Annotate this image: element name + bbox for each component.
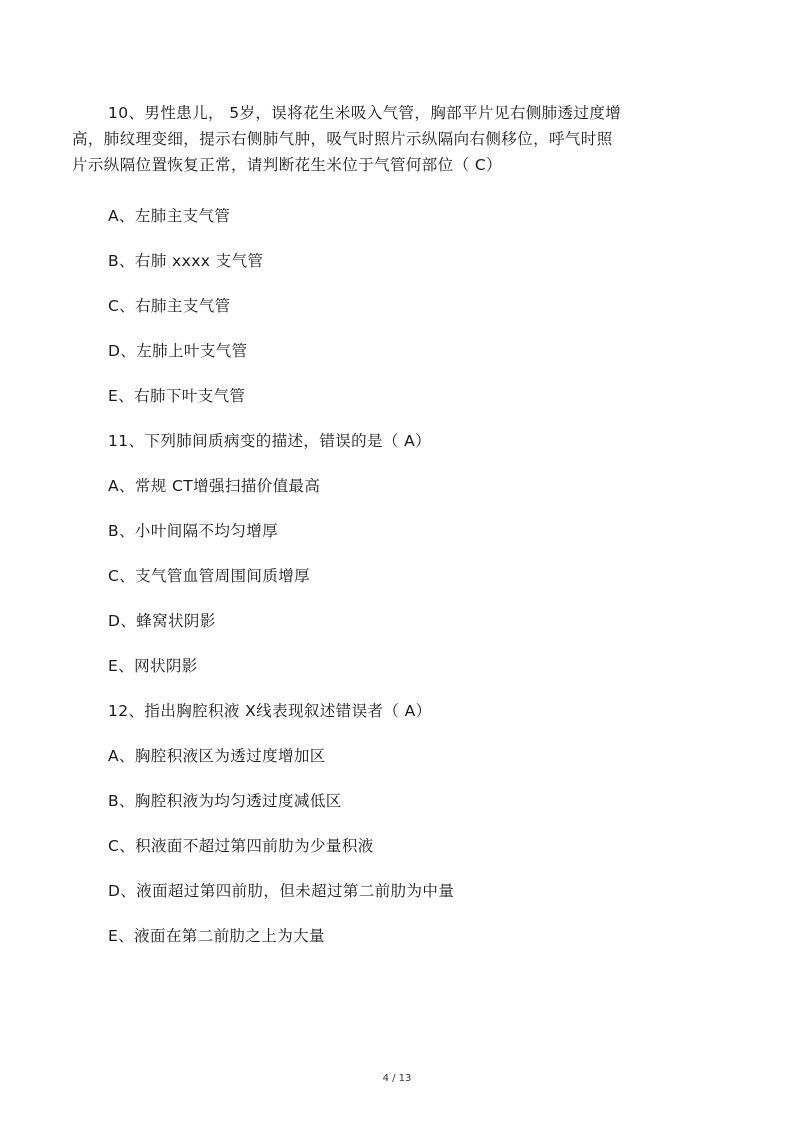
- question-10-option-b: B、右肺 xxxx 支气管: [108, 252, 264, 270]
- question-10-option-d: D、左肺上叶支气管: [108, 342, 248, 360]
- question-10-option-c: C、右肺主支气管: [108, 297, 231, 315]
- question-11-text: 11、下列肺间质病变的描述，错误的是（ A）: [108, 432, 432, 450]
- question-12-option-b: B、胸腔积液为均匀透过度减低区: [108, 792, 342, 810]
- question-11-option-e: E、网状阴影: [108, 657, 198, 675]
- question-10-line-3: 片示纵隔位置恢复正常，请判断花生米位于气管何部位（ C）: [72, 156, 502, 174]
- question-12-option-a: A、胸腔积液区为透过度增加区: [108, 747, 326, 765]
- question-11-option-a: A、常规 CT增强扫描价值最高: [108, 477, 321, 495]
- question-10-line-2: 高，肺纹理变细，提示右侧肺气肿，吸气时照片示纵隔向右侧移位，呼气时照: [72, 130, 613, 148]
- question-10-option-a: A、左肺主支气管: [108, 207, 231, 225]
- question-11-option-d: D、蜂窝状阴影: [108, 612, 216, 630]
- question-10-option-e: E、右肺下叶支气管: [108, 387, 246, 405]
- question-12-option-d: D、液面超过第四前肋，但未超过第二前肋为中量: [108, 882, 455, 900]
- question-12-option-c: C、积液面不超过第四前肋为少量积液: [108, 837, 374, 855]
- question-10-line-1: 10、男性患儿， 5岁，误将花生米吸入气管，胸部平片见右侧肺透过度增: [108, 104, 622, 122]
- question-12-text: 12、指出胸腔积液 X线表现叙述错误者（ A）: [108, 702, 432, 720]
- page-number: 4 / 13: [382, 1073, 412, 1084]
- question-11-option-b: B、小叶间隔不均匀增厚: [108, 522, 279, 540]
- question-12-option-e: E、液面在第二前肋之上为大量: [108, 927, 325, 945]
- question-11-option-c: C、支气管血管周围间质增厚: [108, 567, 311, 585]
- question-10-text: [72, 100, 672, 178]
